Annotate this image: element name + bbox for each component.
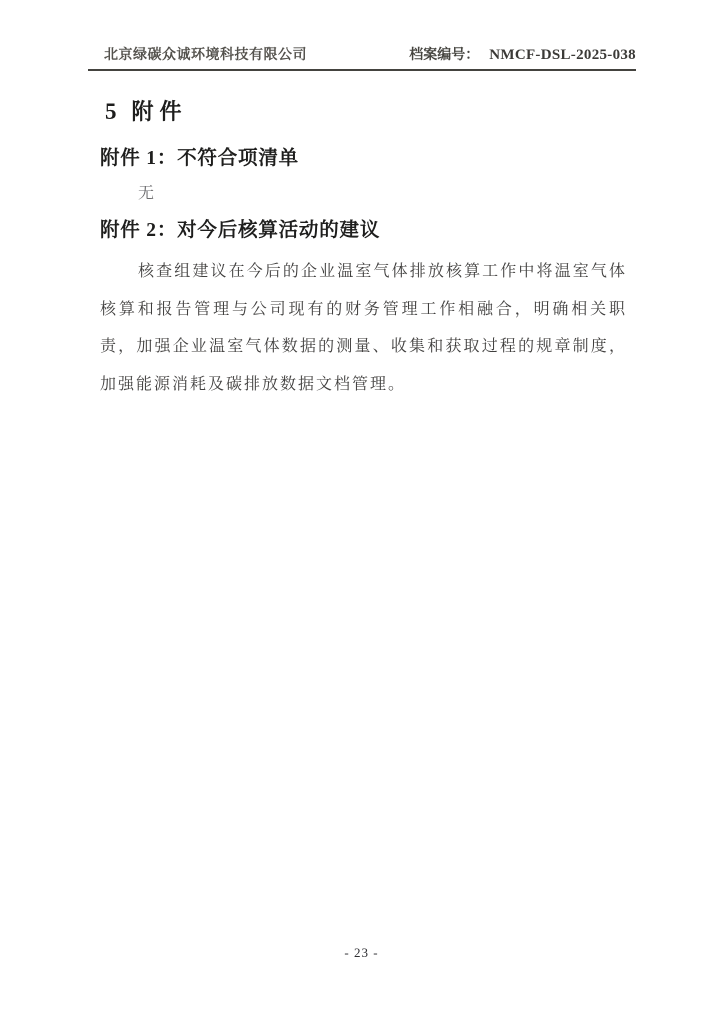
section-title: 附件 <box>131 99 188 124</box>
company-name: 北京绿碳众诚环境科技有限公司 <box>104 48 307 63</box>
attachment2-body: 核查组建议在今后的企业温室气体排放核算工作中将温室气体核算和报告管理与公司现有的财务管理工作相融合，明确相关职责，加强企业温室气体数据的测量、收集和获取过程的规章制度，加强能源消耗及碳排放数据文档管理。 <box>100 263 627 393</box>
section-number: 5 <box>105 99 117 124</box>
attachment1-heading: 附件 1：不符合项清单 <box>100 148 299 169</box>
archive-block <box>409 44 636 64</box>
page-header <box>88 44 636 71</box>
archive-label: 档案编号： <box>409 48 480 63</box>
section-heading <box>105 99 627 125</box>
document-body <box>100 99 627 403</box>
attachment1-body: 无 <box>138 185 156 202</box>
page-number: - 23 - <box>344 945 379 960</box>
archive-number: NMCF-DSL-2025-038 <box>489 47 636 63</box>
header-row <box>88 44 636 64</box>
attachment2-heading: 附件 2：对今后核算活动的建议 <box>100 220 381 241</box>
page-footer <box>0 944 723 962</box>
